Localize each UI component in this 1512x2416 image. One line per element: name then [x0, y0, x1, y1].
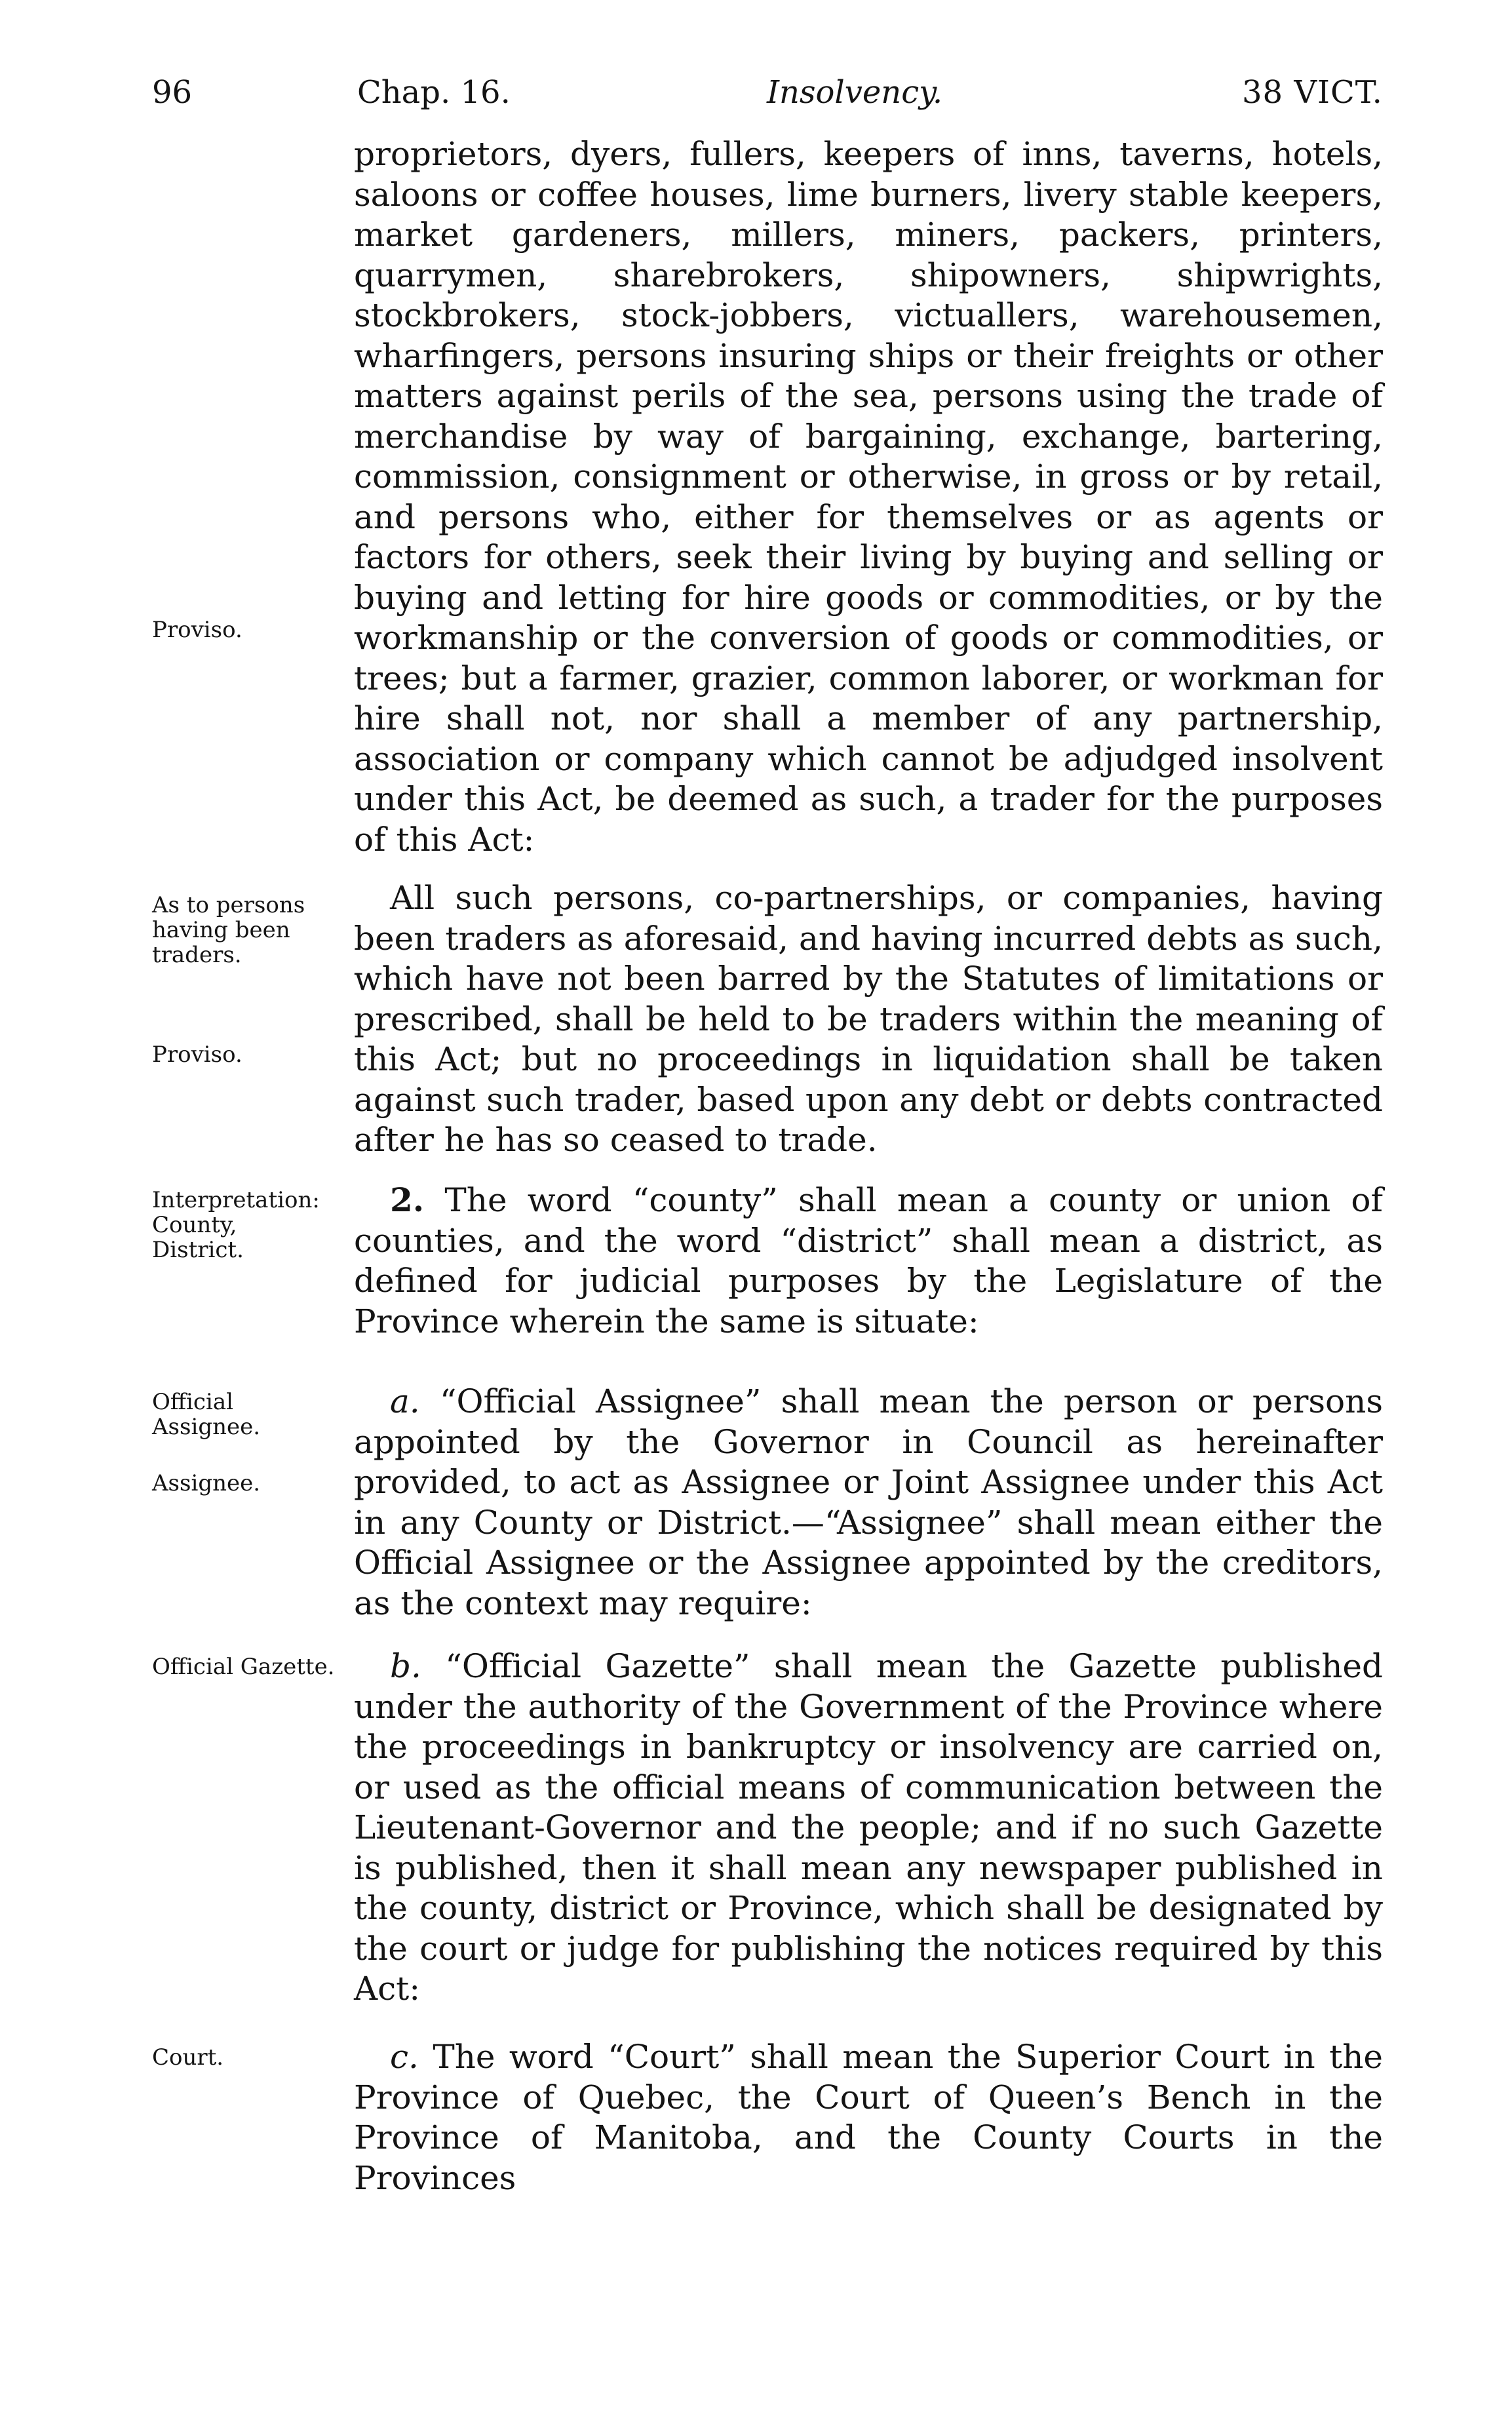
body-clause-a: [354, 1382, 1383, 1624]
running-header: [0, 63, 1512, 122]
clause-letter: c.: [390, 2038, 419, 2076]
body-clause-c: [354, 2037, 1383, 2198]
paragraph-text: [354, 1646, 1383, 2010]
margin-note-persons-traders: As to persons having been traders.: [152, 892, 305, 968]
paragraph-text: proprietors, dyers, fullers, keepers of inns, taverns, hotels, saloons or coffee houses, lime burners, livery stable keepers, market gardeners, millers, miners, packers, printers, quarrymen, sharebrokers, shipowners, shipwrights, stockbrokers, stock-jobbers, victuallers, warehousemen, wharfingers, persons insuring ships or their freights or other matters against perils of the sea, persons using the trade of merchandise by way of bargaining, exchange, bartering, commission, consignment or otherwise, in gross or by retail, and persons who, either for themselves or as agents or factors for others, seek their living by buying and selling or buying and letting for hire goods or commodities, or by the workmanship or the conversion of goods or commodities, or trees; but a farmer, grazier, common laborer, or workman for hire shall not, nor shall a member of any partnership, association or company which cannot be adjudged insolvent under this Act, be deemed as such, a trader for the purposes of this Act:: [354, 135, 1383, 859]
clause-letter: b.: [390, 1647, 421, 1685]
body-section-2: [354, 1180, 1383, 1342]
margin-note-assignee: Assignee.: [152, 1470, 261, 1496]
margin-note-official-assignee: Official Assignee.: [152, 1389, 261, 1440]
paragraph-text: [354, 2037, 1383, 2198]
section-number: 2.: [390, 1180, 425, 1219]
paragraph-text: All such persons, co-partnerships, or companies, having been traders as aforesaid, and having incurred debts as such, which have not been barred by the Statutes of limitations or prescribed, shall be held to be traders within the meaning of this Act; but no proceedings in liquidation shall be taken against such trader, based upon any debt or debts contracted after he has so ceased to trade.: [354, 879, 1383, 1159]
clause-text: The word “Court” shall mean the Superior Court in the Province of Quebec, the Court of Queen’s Bench in the Province of Manitoba, and the County Courts in the Provinces: [354, 2038, 1383, 2197]
margin-note-interpretation: Interpretation: County, District.: [152, 1187, 320, 1263]
section-text: The word “county” shall mean a county or union of counties, and the word “district” shall mean a district, as defined for judicial purposes by the Legislature of the Province wherein the same is situate:: [354, 1181, 1383, 1340]
body-paragraph-traders-list: [354, 134, 1383, 860]
margin-note-official-gazette: Official Gazette.: [152, 1654, 335, 1680]
margin-note-proviso-2: Proviso.: [152, 1042, 242, 1068]
paragraph-text: [354, 1382, 1383, 1624]
header-title: Insolvency.: [767, 74, 943, 111]
body-clause-b: [354, 1646, 1383, 2010]
regnal-year: 38 VICT.: [1242, 74, 1383, 111]
margin-note-proviso-1: Proviso.: [152, 617, 242, 643]
clause-text: “Official Gazette” shall mean the Gazette published under the authority of the Government of the Province where the proceedings in bankruptcy or insolvency are carried on, or used as the official means of communication between the Lieutenant-Governor and the people; and if no such Gazette is published, then it shall mean any newspaper published in the county, district or Province, which shall be designated by the court or judge for publishing the notices required by this Act:: [354, 1647, 1383, 2008]
clause-text: “Official Assignee” shall mean the person or persons appointed by the Governor in Council as hereinafter provided, to act as Assignee or Joint Assignee under this Act in any County or District.—“Assignee” shall mean either the Official Assignee or the Assignee appointed by the creditors, as the context may require:: [354, 1382, 1383, 1622]
paragraph-text: [354, 1180, 1383, 1342]
chapter-label: Chap. 16.: [357, 74, 511, 111]
page-number: 96: [152, 74, 193, 111]
clause-letter: a.: [390, 1382, 420, 1420]
body-paragraph-persons-traders: [354, 878, 1383, 1161]
margin-note-court: Court.: [152, 2044, 224, 2071]
